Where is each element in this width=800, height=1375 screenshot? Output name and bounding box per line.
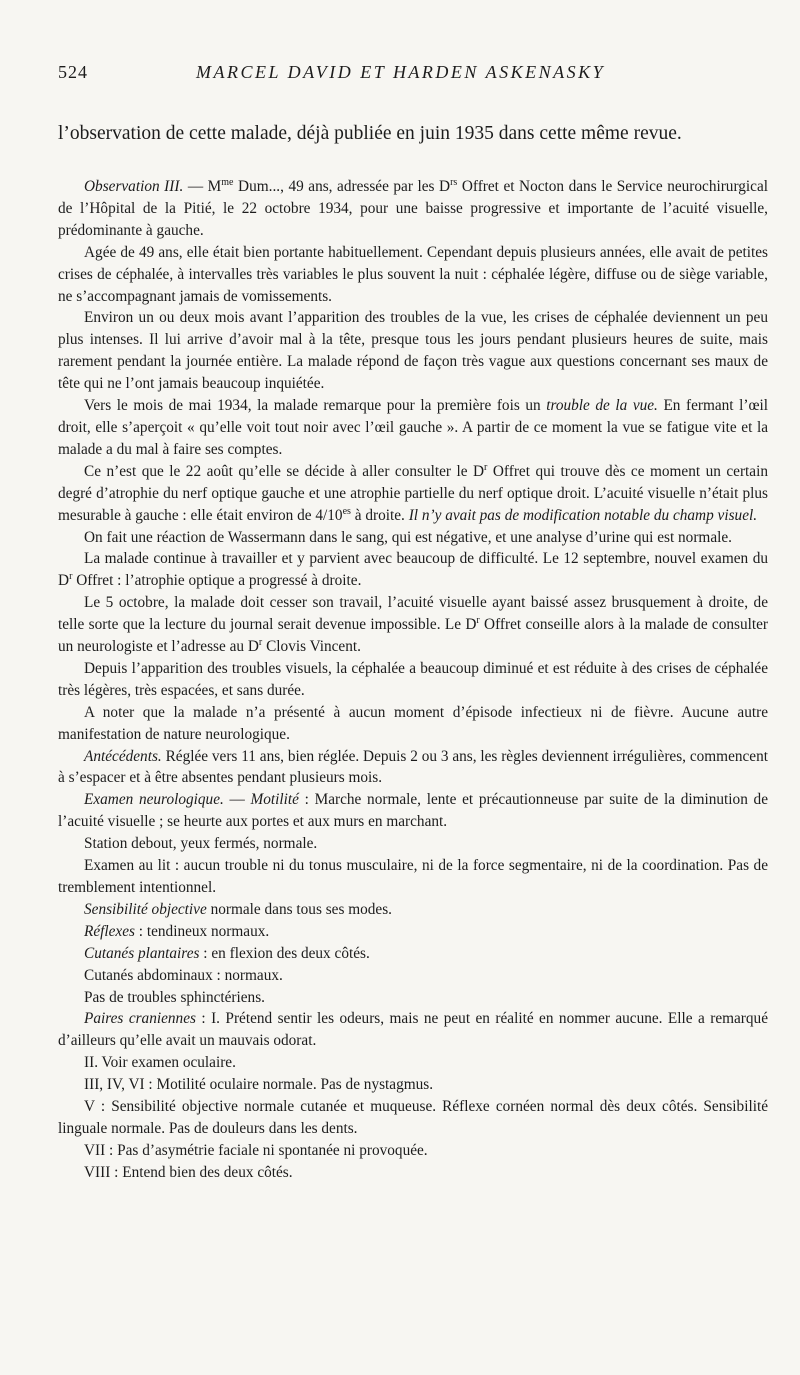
- paragraph-environ: Environ un ou deux mois avant l’apparition des troubles de la vue, les crises de céphalée deviennent un peu plus intenses. Il lui arrive d’avoir mal à la tête, presque tous les jours pendant plusieurs heures de suite, mais rarement pendant la journée entière. La malade répond de façon très vague aux questions concernant ses maux de tête qui ne l’ont jamais beaucoup inquiétée.: [58, 309, 768, 393]
- paragraph-cutanes-plantaires: Cutanés plantaires : en flexion des deux côtés.: [84, 944, 370, 962]
- paragraph-octobre: Le 5 octobre, la malade doit cesser son travail, l’acuité visuelle ayant baissé assez brusquement à droite, de telle sorte que la lecture du journal serait devenue impossible. Le $D^r$ Offret conseille alors à la malade de consulter un neurologiste et l’adresse au $D^r$ Clovis Vincent.: [58, 594, 769, 656]
- paragraph-septembre: La malade continue à travailler et y parvient avec beaucoup de difficulté. Le 12 septembre, nouvel examen du $D^r$ Offret : l’atrophie optique a progressé à droite.: [58, 550, 768, 590]
- paragraph-mai: Vers le mois de mai 1934, la malade remarque pour la première fois un trouble de la vue. En fermant l’œil droit, elle s’aperçoit « qu’elle voit tout noir avec l’œil gauche ». A partir de ce moment la vue se fatigue vite et la malade a du mal à faire ses comptes.: [58, 397, 769, 458]
- paragraph-wassermann: On fait une réaction de Wassermann dans le sang, qui est négative, et une analyse d’urine qui est normale.: [84, 528, 732, 546]
- paragraph-aout: Ce n’est que le 22 août qu’elle se décide à aller consulter le $D^r$ Offret qui trouve dès ce moment un certain degré d’atrophie du nerf optique gauche et une atrophie partielle du nerf optique droit. L’acuité visuelle n’était plus mesurable à gauche : elle était environ de $4/10^{es}$ à droite. Il n’y avait pas de modification notable du champ visuel.: [58, 461, 768, 524]
- paragraph-examen-neurologique: Examen neurologique. — Motilité : Marche normale, lente et précautionneuse par suite de la diminution de l’acuité visuelle ; se heurte aux portes et aux murs en marchant.: [58, 791, 768, 831]
- paragraph-paires-craniennes: Paires craniennes : I. Prétend sentir les odeurs, mais ne peut en réalité en nommer aucune. Elle a remarqué d’ailleurs qu’elle avait un mauvais odorat.: [58, 1010, 768, 1050]
- body-text: [58, 176, 768, 1184]
- paragraph-reflexes: Réflexes : tendineux normaux.: [84, 922, 270, 940]
- paragraph-cutanes-abdominaux: Cutanés abdominaux : normaux.: [84, 966, 283, 984]
- paragraph-depuis: Depuis l’apparition des troubles visuels, la céphalée a beaucoup diminué et est réduite à des crises de céphalée très légères, très espacées, et sans durée.: [58, 659, 768, 699]
- paragraph-nerf-ii: II. Voir examen oculaire.: [84, 1054, 236, 1072]
- paragraph-examen-lit: Examen au lit : aucun trouble ni du tonus musculaire, ni de la force segmentaire, ni de la coordination. Pas de tremblement intentionnel.: [58, 857, 768, 896]
- observation-title: Observation III.: [84, 178, 184, 195]
- continuation-paragraph: l’observation de cette malade, déjà publiée en juin 1935 dans cette même revue.: [58, 122, 682, 144]
- paragraph-antecedents: Antécédents. Réglée vers 11 ans, bien réglée. Depuis 2 ou 3 ans, les règles deviennent irrégulières, commencent à s’espacer et à être absentes pendant plusieurs mois.: [58, 747, 768, 787]
- paragraph-nerf-vii: VII : Pas d’asymétrie faciale ni spontanée ni provoquée.: [84, 1141, 428, 1159]
- paragraph-nerf-v: V : Sensibilité objective normale cutanée et muqueuse. Réflexe cornéen normal dès deux côtés. Sensibilité linguale normale. Pas de douleurs dans les dents.: [58, 1098, 768, 1137]
- running-head: MARCEL DAVID ET HARDEN ASKENASKY: [196, 62, 606, 82]
- page-header: [58, 62, 748, 83]
- paragraph-age: Agée de 49 ans, elle était bien portante habituellement. Cependant depuis plusieurs années, elle avait de petites crises de céphalée, à intervalles très variables le plus souvent la nuit : céphalée légère, diffuse ou de siège variable, ne s’accompagnant jamais de vomissements.: [58, 243, 768, 305]
- paragraph-station: Station debout, yeux fermés, normale.: [84, 835, 318, 853]
- paragraph-nerf-viii: VIII : Entend bien des deux côtés.: [84, 1163, 293, 1181]
- paragraph-sensibilite: Sensibilité objective normale dans tous ses modes.: [84, 900, 393, 918]
- paragraph-noter: A noter que la malade n’a présenté à aucun moment d’épisode infectieux ni de fièvre. Aucune autre manifestation de nature neurologique.: [58, 703, 768, 743]
- observation-intro-paragraph: Observation III. — $M^{me}$ Dum..., 49 ans, adressée par les $D^{rs}$ Offret et Nocton dans le Service neurochirurgical de l’Hôpital de la Pitié, le 22 octobre 1934, pour une baisse progressive et importante de l’acuité visuelle, prédominante à gauche.: [58, 177, 768, 239]
- paragraph-sphincteriens: Pas de troubles sphinctériens.: [84, 988, 265, 1006]
- paragraph-nerf-iii-iv-vi: III, IV, VI : Motilité oculaire normale. Pas de nystagmus.: [84, 1076, 434, 1094]
- page-number: 524: [58, 62, 88, 82]
